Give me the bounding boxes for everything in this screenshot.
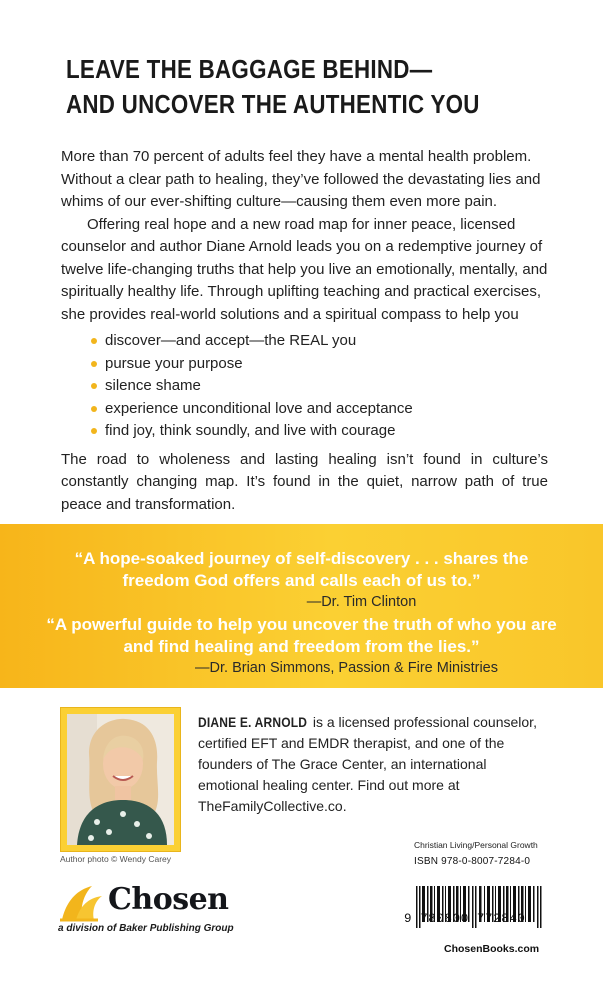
headline-line-2: AND UNCOVER THE AUTHENTIC YOU xyxy=(66,89,480,119)
list-item xyxy=(91,375,548,398)
barcode-digits: 9 780800 772840 xyxy=(404,912,526,926)
description-paragraph-2: Offering real hope and a new road map for inner peace, licensed counselor and author Diane Arnold leads you on a redemptive journey of twelve life-changing truths that help you live an emotionally, mentally, and spiritually healthy life. Through uplifting teaching and practical exercises, she provides real-world solutions and a spiritual compass to help you xyxy=(61,215,548,323)
bullet-dot-icon xyxy=(91,338,97,344)
endorsement-attribution-1: —Dr. Tim Clinton xyxy=(306,594,417,610)
list-item xyxy=(91,353,548,376)
benefits-list xyxy=(61,330,548,443)
isbn-number: ISBN 978-0-8007-7284-0 xyxy=(414,856,531,867)
book-description xyxy=(61,146,548,516)
author-photo-frame xyxy=(60,707,181,852)
endorsement-quote-1: “A hope-soaked journey of self-discovery . . . shares the freedom God offers and calls each of us to.” xyxy=(74,549,529,590)
publisher-name: Chosen xyxy=(108,882,229,917)
list-item xyxy=(91,398,548,421)
description-paragraph-1: More than 70 percent of adults feel they have a mental health problem. Without a clear path to healing, they’ve followed the devastating lies and whims of our ever-shifting culture—causing them even more pain. xyxy=(61,148,541,210)
author-bio-text: is a licensed professional counselor, certified EFT and EMDR therapist, and one of the founders of The Grace Center, an international emotional healing center. Find out more at TheFamilyCollective.co. xyxy=(198,714,537,814)
endorsement-attribution-2: —Dr. Brian Simmons, Passion & Fire Ministries xyxy=(195,660,498,676)
photo-credit: Author photo © Wendy Carey xyxy=(60,854,171,864)
list-item-text: pursue your purpose xyxy=(105,354,243,372)
publisher-leaf-icon xyxy=(58,884,104,924)
description-paragraph-3: The road to wholeness and lasting healing isn’t found in culture’s constantly changing map. It’s found in the quiet, narrow path of true peace and transformation. xyxy=(61,450,548,513)
author-bio xyxy=(198,712,548,817)
bullet-dot-icon xyxy=(91,428,97,434)
bullet-dot-icon xyxy=(91,406,97,412)
book-category: Christian Living/Personal Growth xyxy=(414,840,538,850)
bullet-dot-icon xyxy=(91,361,97,367)
author-portrait-illustration xyxy=(67,714,174,845)
barcode-icon xyxy=(414,871,544,943)
publisher-tagline: a division of Baker Publishing Group xyxy=(58,923,234,934)
list-item xyxy=(91,330,548,353)
list-item-text: silence shame xyxy=(105,377,201,394)
list-item xyxy=(91,420,548,443)
headline-line-1: LEAVE THE BAGGAGE BEHIND— xyxy=(66,54,433,84)
author-photo xyxy=(67,714,174,845)
publisher-website: ChosenBooks.com xyxy=(444,943,540,955)
list-item-text: find joy, think soundly, and live with courage xyxy=(105,422,396,439)
list-item-text: experience unconditional love and acceptance xyxy=(105,399,413,417)
back-cover-headline xyxy=(66,52,479,122)
bullet-dot-icon xyxy=(91,383,97,389)
endorsement-band xyxy=(0,524,603,688)
endorsement-quote-2: “A powerful guide to help you uncover the truth of who you are and find healing and freedom from the lies.” xyxy=(46,615,557,656)
author-name: DIANE E. ARNOLD xyxy=(198,714,308,730)
publisher-logo xyxy=(58,880,278,940)
list-item-text: discover—and accept—the REAL you xyxy=(105,332,357,349)
